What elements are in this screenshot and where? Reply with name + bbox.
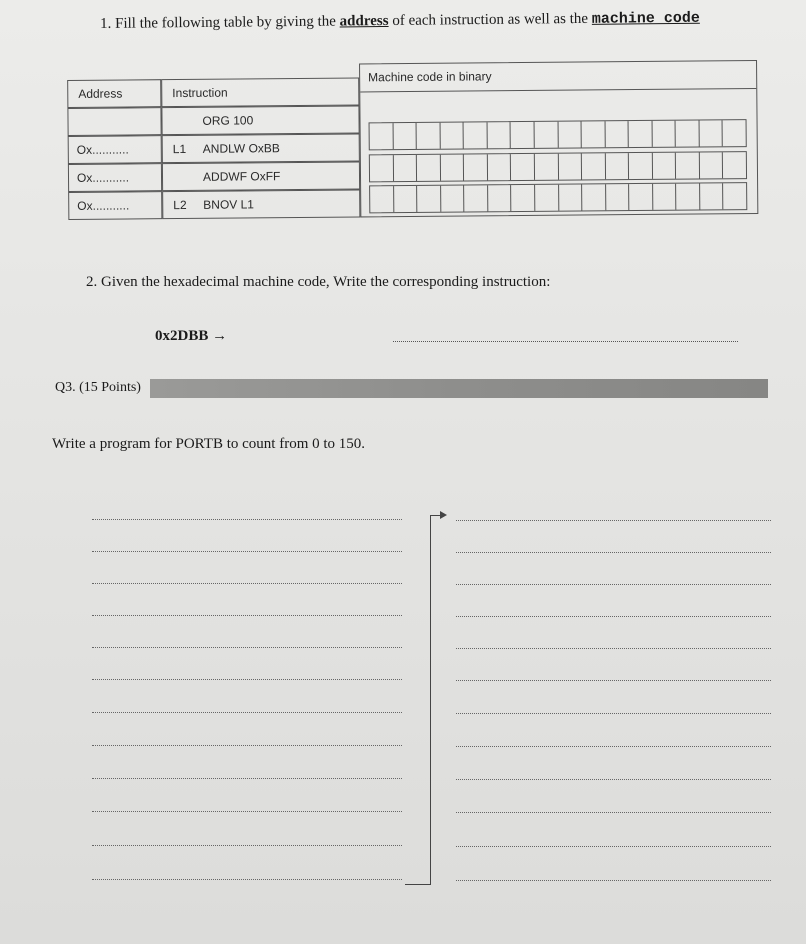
hex-code: 0x2DBB → <box>155 328 228 344</box>
answer-line[interactable] <box>92 519 402 520</box>
address-blank: Ox........... <box>77 198 130 213</box>
instruction-label: L1 <box>172 141 187 157</box>
answer-line[interactable] <box>92 778 402 779</box>
address-blank: Ox........... <box>76 170 130 185</box>
arrow-right-icon <box>440 511 447 519</box>
answer-line[interactable] <box>92 679 402 680</box>
header-instruction-cell <box>161 77 359 107</box>
answer-line[interactable] <box>92 845 402 846</box>
instruction-cell-0 <box>161 105 359 135</box>
question-3-header-bar <box>150 379 768 398</box>
q1-prefix: 1. Fill the following table by giving the <box>100 13 336 32</box>
answer-line[interactable] <box>92 551 402 552</box>
answer-line[interactable] <box>456 616 771 617</box>
bracket-bottom <box>405 884 431 885</box>
answer-line[interactable] <box>92 583 402 584</box>
header-machine-code: Machine code in binary <box>368 69 492 85</box>
answer-line[interactable] <box>456 552 771 553</box>
address-cell-1[interactable] <box>68 135 162 164</box>
question-1-text <box>100 10 700 33</box>
answer-line[interactable] <box>456 713 771 714</box>
answer-line[interactable] <box>456 812 771 813</box>
header-instruction: Instruction <box>172 85 228 101</box>
instruction-text: ANDLW OxBB <box>202 141 280 156</box>
answer-line[interactable] <box>456 648 771 649</box>
answer-line[interactable] <box>92 811 402 812</box>
address-instruction-table <box>67 56 758 219</box>
answer-line[interactable] <box>456 584 771 585</box>
answer-line[interactable] <box>456 846 771 847</box>
address-blank: Ox........... <box>76 142 129 157</box>
answer-line[interactable] <box>92 745 402 746</box>
q1-machine-code-word: machine code <box>591 9 700 28</box>
answer-line-q2[interactable] <box>393 341 738 342</box>
bit-boxes-row-3[interactable] <box>369 182 747 213</box>
instruction-text: BNOV L1 <box>203 197 255 212</box>
q1-address-word: address <box>339 12 389 30</box>
machine-code-column <box>359 60 758 217</box>
question-2-text: 2. Given the hexadecimal machine code, Write the corresponding instruction: <box>86 274 551 290</box>
bracket-line <box>430 515 431 885</box>
bit-boxes-row-1[interactable] <box>369 119 747 150</box>
answer-line[interactable] <box>456 779 771 780</box>
answer-line[interactable] <box>92 615 402 616</box>
instruction-text: ORG 100 <box>202 113 254 128</box>
answer-line[interactable] <box>92 712 402 713</box>
address-cell-3[interactable] <box>68 191 162 220</box>
instruction-cell-1 <box>162 133 360 163</box>
answer-line[interactable] <box>456 880 771 881</box>
question-3-task: Write a program for PORTB to count from 0 to 150. <box>52 436 366 452</box>
address-cell-0[interactable] <box>67 107 161 136</box>
instruction-label: L2 <box>173 197 187 213</box>
answer-line[interactable] <box>456 746 771 747</box>
header-address-cell <box>67 79 161 108</box>
header-address: Address <box>78 86 123 101</box>
answer-line[interactable] <box>92 879 402 880</box>
bit-boxes-row-2[interactable] <box>369 151 747 182</box>
instruction-cell-2 <box>162 161 360 191</box>
answer-line[interactable] <box>456 520 771 521</box>
instruction-text: ADDWF OxFF <box>202 169 281 184</box>
q1-middle: of each instruction as well as the <box>392 10 589 29</box>
answer-line[interactable] <box>456 680 771 681</box>
instruction-cell-3 <box>162 189 360 219</box>
answer-line[interactable] <box>92 647 402 648</box>
question-3-label: Q3. (15 Points) <box>55 380 141 395</box>
address-cell-2[interactable] <box>68 163 162 192</box>
